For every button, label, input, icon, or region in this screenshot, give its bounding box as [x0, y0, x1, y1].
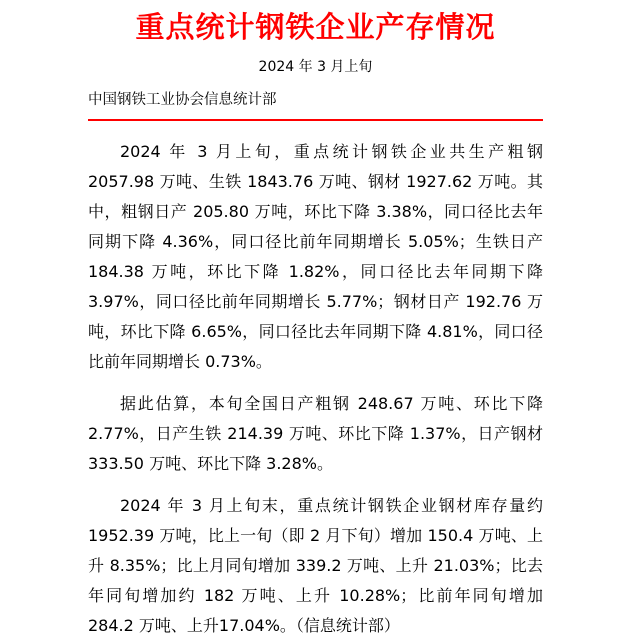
report-period-subtitle: 2024 年 3 月上旬 [258, 59, 373, 75]
document-page [0, 10, 626, 635]
paragraph-national-estimate: 据此估算，本旬全国日产粗钢 248.67 万吨、环比下降 2.77%，日产生铁 214.39 万吨、环比下降 1.37%，日产钢材 333.50 万吨、环比下降 3.28%。 [88, 394, 543, 473]
page-title: 重点统计钢铁企业产存情况 [135, 10, 496, 44]
document-body [88, 137, 543, 641]
divider [88, 119, 543, 121]
paragraph-inventory-summary: 2024 年 3 月上旬末，重点统计钢铁企业钢材库存量约 1952.39 万吨，比上一旬（即 2 月下旬）增加 150.4 万吨、上升 8.35%；比上月同旬增加 339.2 万吨、上升 21.03%；比去年同旬增加约 182 万吨、上升 10.28%；比前年同旬增加 284.2 万吨、上升17.04%。（信息统计部） [88, 496, 543, 635]
paragraph-production-summary: 2024 年 3 月上旬，重点统计钢铁企业共生产粗钢 2057.98 万吨、生铁 1843.76 万吨、钢材 1927.62 万吨。其中，粗钢日产 205.80 万吨，环比下降 3.38%，同口径比去年同期下降 4.36%，同口径比前年同期增长 5.05%；生铁日产 184.38 万吨，环比下降 1.82%，同口径比去年同期下降 3.97%，同口径比前年同期增长 5.77%；钢材日产 192.76 万吨，环比下降 6.65%，同口径比去年同期下降 4.81%，同口径比前年同期增长 0.73%。 [88, 142, 543, 371]
author-line: 中国钢铁工业协会信息统计部 [88, 92, 277, 108]
